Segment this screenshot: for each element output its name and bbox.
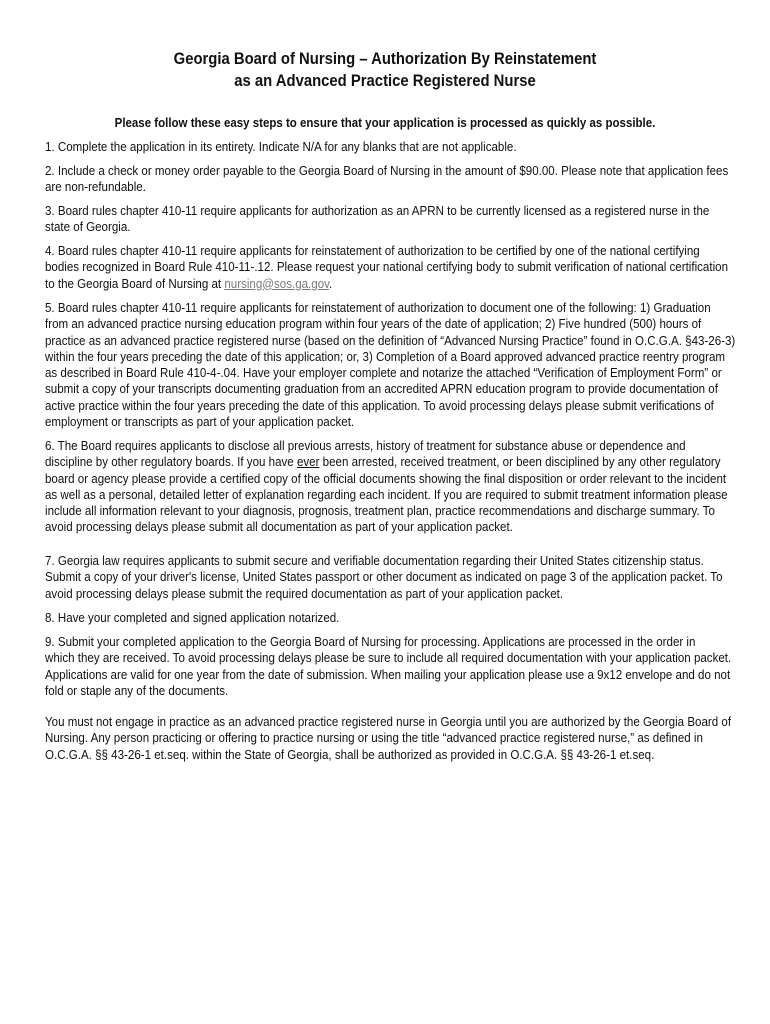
- step-4-line: [45, 276, 720, 292]
- step-6: [45, 438, 728, 536]
- step-4-line: 4. Board rules chapter 410-11 require applicants for reinstatement of authorization to be certified by one of the national certifying: [45, 244, 700, 258]
- step-3-line: state of Georgia.: [45, 220, 131, 235]
- step-3: [45, 203, 720, 236]
- step-6-line: avoid processing delays please submit all documentation as part of your application packet.: [45, 520, 513, 535]
- step-5-line: practice as an advanced practice registered nurse (based on the definition of “Advanced Nursing Practice” found in O.C.G.A. §43-26-3): [45, 333, 736, 348]
- step-5: [45, 300, 736, 430]
- step-1: [45, 139, 720, 155]
- step-6-line: board or agency please provide a certified copy of the official documents showing the final disposition or order relevant to the incident: [45, 471, 727, 486]
- step-5-line: from an advanced practice nursing education program within four years of the date of application; 2) Five hundred (500) hours of: [45, 317, 702, 332]
- step-1-line: 1. Complete the application in its entirety. Indicate N/A for any blanks that are not applicable.: [45, 140, 517, 154]
- step-5-line: submit a copy of your transcripts documenting graduation from an accredited APRN education program to provide documentation of: [45, 382, 718, 397]
- step-3-line: 3. Board rules chapter 410-11 require applicants for authorization as an APRN to be currently licensed as a registered nurse in the: [45, 204, 710, 218]
- step-9-line: 9. Submit your completed application to the Georgia Board of Nursing for processing. Applications are processed in the order in: [45, 635, 696, 649]
- closing-line: O.C.G.A. §§ 43-26-1 et.seq. within the State of Georgia, shall be authorized as provided in O.C.G.A. §§ 43-26-1 et.seq.: [45, 747, 655, 762]
- step-5-line: 5. Board rules chapter 410-11 require applicants for reinstatement of authorization to document one of the following: 1) Graduation: [45, 301, 711, 315]
- step-6-line-text: been arrested, received treatment, or been disciplined by any other regulatory: [319, 455, 721, 470]
- step-5-line: active practice within the four years preceding the date of this application. To avoid processing delays please submit verifications of: [45, 398, 714, 413]
- step-7-line: avoid processing delays please submit the required documentation as part of your application packet.: [45, 586, 564, 601]
- step-9-line: which they are received. To avoid processing delays please be sure to include all required documentation with your application packet.: [45, 651, 732, 666]
- step-9-line: fold or staple any of the documents.: [45, 683, 229, 698]
- step-2: [45, 163, 729, 196]
- step-9: [45, 634, 732, 699]
- step-6-line: include all information relevant to your diagnosis, prognosis, treatment plan, practice recommendations and discharge summary. To: [45, 504, 715, 519]
- instructions-intro: Please follow these easy steps to ensure that your application is processed as quickly as possible.: [114, 116, 656, 130]
- board-email-link[interactable]: nursing@sos.ga.gov: [224, 276, 330, 291]
- step-4-line-text: to the Georgia Board of Nursing at: [45, 276, 225, 291]
- closing-notice: [45, 714, 732, 763]
- step-5-line: as described in Board Rule 410-4-.04. Have your employer complete and notarize the attached “Verification of Employment Form” or: [45, 366, 722, 381]
- step-5-line: employment or transcripts as part of your application packet.: [45, 415, 355, 430]
- step-7-line: Submit a copy of your driver's license, United States passport or other document as indicated on page 3 of the application packet. To: [45, 570, 723, 585]
- step-8: [45, 610, 720, 626]
- step-6-line-text: discipline by other regulatory boards. If you have: [45, 455, 297, 470]
- step-6-line: as well as a personal, detailed letter of explanation regarding each incident. If you are required to submit treatment information please: [45, 487, 728, 502]
- step-4-line: bodies recognized in Board Rule 410-11-.12. Please request your national certifying body to submit verification of national certification: [45, 260, 729, 275]
- step-2-line: are non-refundable.: [45, 180, 146, 195]
- step-4: [45, 243, 729, 292]
- step-5-line: within the four years preceding the date of this application; or, 3) Completion of a Board approved advanced practice reentry program: [45, 349, 726, 364]
- step-7-line: 7. Georgia law requires applicants to submit secure and verifiable documentation regarding their United States citizenship status.: [45, 554, 704, 568]
- step-6-line: [45, 454, 720, 470]
- step-7: [45, 553, 723, 602]
- closing-line: You must not engage in practice as an advanced practice registered nurse in Georgia until you are authorized by the Georgia Board of: [45, 715, 732, 729]
- step-2-line: 2. Include a check or money order payable to the Georgia Board of Nursing in the amount of $90.00. Please note that application fees: [45, 164, 729, 178]
- document-title-line-2: as an Advanced Practice Registered Nurse: [234, 72, 536, 90]
- emphasis-ever: ever: [296, 455, 320, 470]
- step-8-line: 8. Have your completed and signed application notarized.: [45, 611, 340, 625]
- step-4-line-end: .: [329, 276, 333, 291]
- closing-line: Nursing. Any person practicing or offering to practice nursing or using the title “advanced practice registered nurse,” as defined in: [45, 731, 703, 746]
- document-title-line-1: Georgia Board of Nursing – Authorization By Reinstatement: [173, 50, 597, 68]
- step-9-line: Applications are valid for one year from the date of submission. When mailing your application please use a 9x12 envelope and do not: [45, 667, 731, 682]
- step-6-line: 6. The Board requires applicants to disclose all previous arrests, history of treatment for substance abuse or dependence and: [45, 439, 686, 453]
